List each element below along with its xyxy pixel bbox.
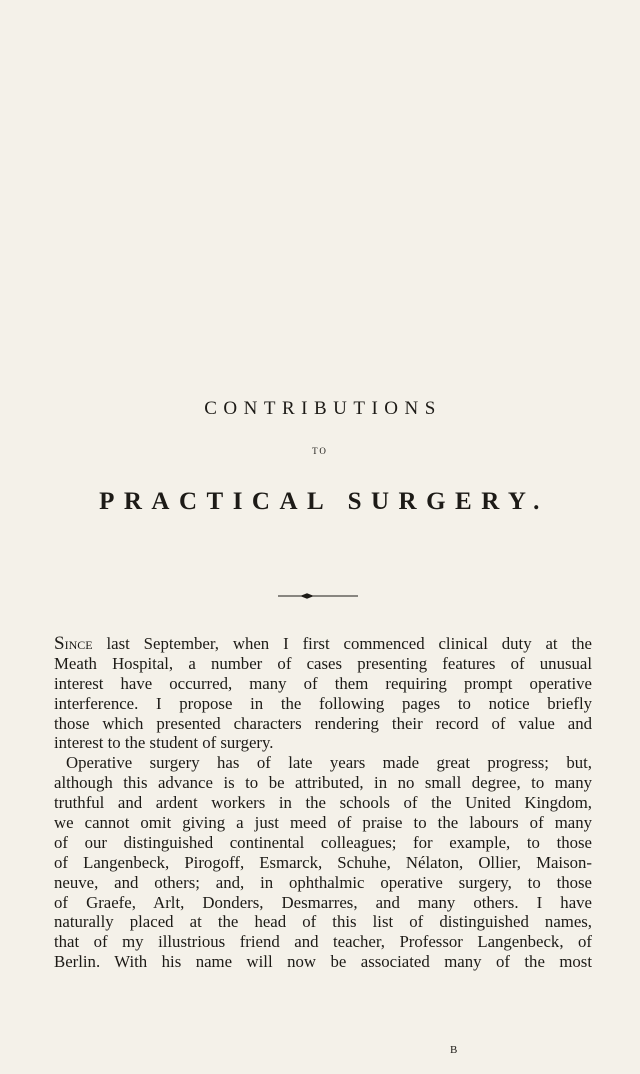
body-text: [54, 634, 592, 972]
text-line: Berlin. With his name will now be associated many of the most: [54, 952, 592, 972]
text-line: Meath Hospital, a number of cases presenting features of unusual: [54, 653, 592, 673]
title-connector: TO: [312, 446, 328, 456]
text-line: truthful and ardent workers in the schools of the United Kingdom,: [54, 793, 592, 813]
first-word-rest: ince: [64, 634, 93, 653]
text-line: we cannot omit giving a just meed of praise to the labours of many: [54, 813, 592, 833]
text-line: of our distinguished continental colleagues; for example, to those: [54, 832, 592, 852]
line-rest: last September, when I first commenced clinical duty at the: [92, 634, 592, 653]
text-line: naturally placed at the head of this list of distinguished names,: [54, 912, 592, 932]
text-line: although this advance is to be attributed, in no small degree, to many: [54, 773, 592, 793]
ornament-rule-icon: [276, 591, 360, 601]
text-line: neuve, and others; and, in ophthalmic operative surgery, to those: [54, 872, 592, 892]
text-line: interest have occurred, many of them requiring prompt operative: [54, 673, 592, 693]
text-line: [54, 634, 592, 654]
text-line: interest to the student of surgery.: [54, 733, 274, 753]
text-line: that of my illustrious friend and teacher, Professor Langenbeck, of: [54, 932, 592, 952]
text-line: Operative surgery has of late years made great progress; but,: [66, 753, 592, 773]
text-line: interference. I propose in the following pages to notice briefly: [54, 693, 592, 713]
signature-mark: B: [450, 1044, 459, 1056]
text-line: of Langenbeck, Pirogoff, Esmarck, Schuhe, Nélaton, Ollier, Maison-: [54, 852, 592, 872]
title-subtitle: PRACTICAL SURGERY.: [99, 488, 549, 515]
text-line: of Graefe, Arlt, Donders, Desmarres, and many others. I have: [54, 892, 592, 912]
initial-letter: S: [54, 633, 65, 654]
text-line: those which presented characters rendering their record of value and: [54, 713, 592, 733]
title-main: CONTRIBUTIONS: [204, 398, 442, 419]
